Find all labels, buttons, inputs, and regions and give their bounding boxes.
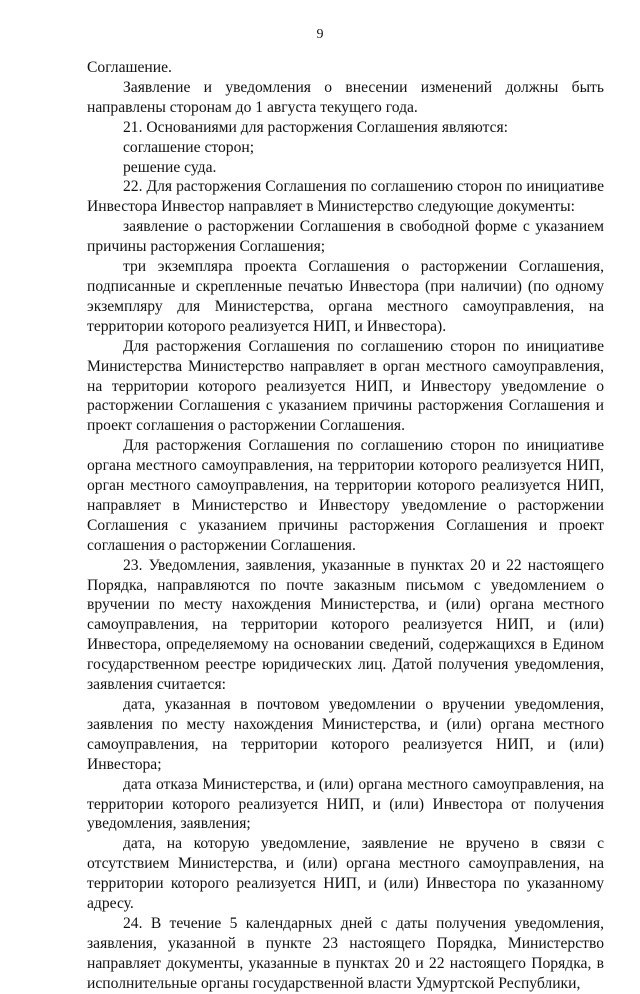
paragraph: 21. Основаниями для расторжения Соглашения являются: — [123, 118, 509, 136]
paragraph: Для расторжения Соглашения по соглашению сторон по инициативе Министерства Министерство направляет в орган местного самоуправления, на территории которого реализуется НИП, и Инвестору уведомление о расторжении Соглашения с указанием причины расторжения Соглашения и проект соглашения о расторжении Соглашения. — [87, 337, 604, 435]
paragraph: Для расторжения Соглашения по соглашению сторон по инициативе органа местного самоуправления, на территории которого реализуется НИП, орган местного самоуправления, на территории которого реализуется НИП, направляет в Министерство и Инвестору уведомление о расторжении Соглашения с указанием причины расторжения Соглашения и проект соглашения о расторжении Соглашения. — [87, 437, 604, 554]
paragraph: три экземпляра проекта Соглашения о расторжении Соглашения, подписанные и скрепленные печатью Инвестора (при наличии) (по одному экземпляру для Министерства, органа местного самоуправления, на территории которого реализуется НИП, и Инвестора). — [87, 258, 604, 335]
paragraph: 23. Уведомления, заявления, указанные в пунктах 20 и 22 настоящего Порядка, направляются по почте заказным письмом с уведомлением о вручении по месту нахождения Министерства, и (или) органа местного самоуправления, на территории которого реализуется НИП, и (или) Инвестора, определяемому на основании сведений, содержащихся в Едином государственном реестре юридических лиц. Датой получения уведомления, заявления считается: — [87, 556, 604, 694]
paragraph: Заявление и уведомления о внесении изменений должны быть направлены сторонам до 1 августа текущего года. — [87, 78, 604, 116]
document-body — [87, 58, 604, 994]
paragraph: решение суда. — [123, 158, 217, 176]
paragraph: Соглашение. — [87, 59, 172, 76]
paragraph: 22. Для расторжения Соглашения по соглашению сторон по инициативе Инвестора Инвестор направляет в Министерство следующие документы: — [87, 178, 604, 216]
paragraph: заявление о расторжении Соглашения в свободной форме с указанием причины расторжения Соглашения; — [87, 218, 604, 256]
page-number: 9 — [316, 27, 324, 42]
paragraph: соглашение сторон; — [123, 138, 255, 156]
paragraph: 24. В течение 5 календарных дней с даты получения уведомления, заявления, указанной в пункте 23 настоящего Порядка, Министерство направляет документы, указанные в пунктах 20 и 22 настоящего Порядка, в исполнительные органы государственной власти Удмуртской Республики, — [87, 914, 604, 992]
paragraph: дата отказа Министерства, и (или) органа местного самоуправления, на территории которого реализуется НИП, и (или) Инвестора от получения уведомления, заявления; — [87, 775, 604, 833]
paragraph: дата, на которую уведомление, заявление не вручено в связи с отсутствием Министерства, и (или) органа местного самоуправления, на территории которого реализуется НИП, и (или) Инвестора по указанному адресу. — [87, 835, 604, 913]
paragraph: дата, указанная в почтовом уведомлении о вручении уведомления, заявления по месту нахождения Министерства, и (или) органа местного самоуправления, на территории которого реализуется НИП, и (или) Инвестора; — [87, 696, 604, 773]
